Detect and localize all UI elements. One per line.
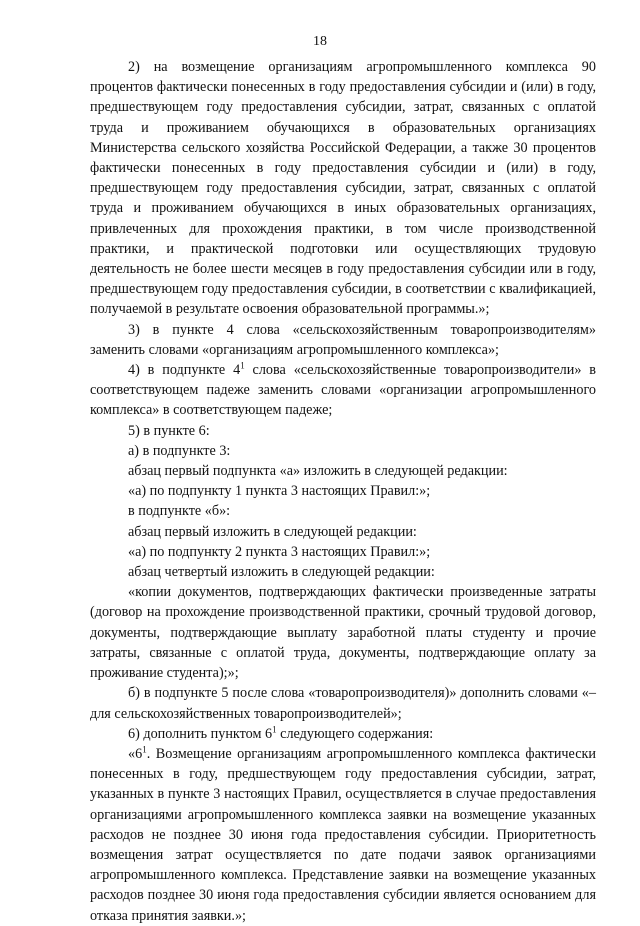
paragraph-p2 xyxy=(90,320,596,360)
text-segment: «а) по подпункту 2 пункта 3 настоящих Правил:»; xyxy=(128,543,431,560)
text-segment: б) в подпункте 5 после слова «товаропроизводителя)» дополнить словами «– для сельскохозяйственных товаропроизводителей»; xyxy=(90,685,596,722)
text-segment: 5) в пункте 6: xyxy=(128,422,210,439)
text-segment: абзац четвертый изложить в следующей редакции: xyxy=(128,564,435,581)
text-segment: а) в подпункте 3: xyxy=(128,442,231,459)
paragraph-p3 xyxy=(90,360,596,421)
paragraph-p7 xyxy=(90,481,596,501)
paragraph-p15 xyxy=(90,744,596,926)
text-segment: следующего содержания: xyxy=(276,725,434,742)
text-segment: «а) по подпункту 1 пункта 3 настоящих Правил:»; xyxy=(128,483,431,500)
text-segment: абзац первый изложить в следующей редакции: xyxy=(128,523,417,540)
text-segment: «6 xyxy=(128,745,143,762)
paragraph-p4 xyxy=(90,421,596,441)
paragraph-p10 xyxy=(90,542,596,562)
paragraph-p11 xyxy=(90,562,596,582)
superscript: 1 xyxy=(240,360,245,371)
paragraph-p13 xyxy=(90,683,596,723)
text-segment: в подпункте «б»: xyxy=(128,503,231,520)
text-segment: 6) дополнить пунктом 6 xyxy=(128,725,273,742)
document-body xyxy=(90,57,596,926)
text-segment: . Возмещение организациям агропромышленного комплекса фактически понесенных в году, предшествующем году предоставления субсидии, затрат, указанных в пункте 3 настоящих Правил, осуществляется в случае предоставления организациями агропромышленного комплекса заявки на возмещение указанных расходов не позднее 30 июня года предоставления субсидии. Приоритетность возмещения затрат осуществляется по дате подачи заявок организациями агропромышленного комплекса. Представление заявки на возмещение указанных расходов позднее 30 июня года предоставления субсидии является основанием для отказа принятия заявки.»; xyxy=(90,745,596,924)
paragraph-p14 xyxy=(90,724,596,744)
text-segment: слова «сельскохозяйственные товаропроизводители» в соответствующем падеже заменить словами «организации агропромышленного комплекса» в соответствующем падеже; xyxy=(90,362,596,419)
text-segment: «копии документов, подтверждающих фактически произведенные затраты (договор на прохождение производственной практики, срочный трудовой договор, документы, подтверждающие выплату заработной платы студенту и прочие затраты, связанные с оплатой труда, документы, подтверждающие оплату за проживание студента);»; xyxy=(90,584,596,682)
text-segment: 2) на возмещение организациям агропромышленного комплекса 90 процентов фактически понесенных в году предоставления субсидии и (или) в году, предшествующем году предоставления субсидии, затрат, связанных с оплатой труда и проживанием обучающихся в образовательных организациях Министерства сельского хозяйства Российской Федерации, а также 30 процентов фактически понесенных в году предоставления субсидии и (или) в году, предшествующем году предоставления субсидии, затрат, связанных с оплатой труда и проживанием обучающихся в иных образовательных организациях, привлеченных для прохождения практики, в том числе производственной практики, и практической подготовки или осуществляющих трудовую деятельность не более шести месяцев в году предоставления субсидии или в году, предшествующем году предоставления субсидии, в соответствии с квалификацией, получаемой в результате освоения образовательной программы.»; xyxy=(90,59,596,318)
paragraph-p8 xyxy=(90,501,596,521)
paragraph-p5 xyxy=(90,441,596,461)
text-segment: 3) в пункте 4 слова «сельскохозяйственным товаропроизводителям» заменить словами «организациям агропромышленного комплекса»; xyxy=(90,321,596,358)
paragraph-p12 xyxy=(90,582,596,683)
superscript: 1 xyxy=(142,744,147,755)
superscript: 1 xyxy=(272,723,277,734)
paragraph-p9 xyxy=(90,522,596,542)
paragraph-p1 xyxy=(90,57,596,320)
text-segment: 4) в подпункте 4 xyxy=(128,362,241,379)
page-number: 18 xyxy=(313,34,327,49)
text-segment: абзац первый подпункта «а» изложить в следующей редакции: xyxy=(128,463,508,480)
paragraph-p6 xyxy=(90,461,596,481)
